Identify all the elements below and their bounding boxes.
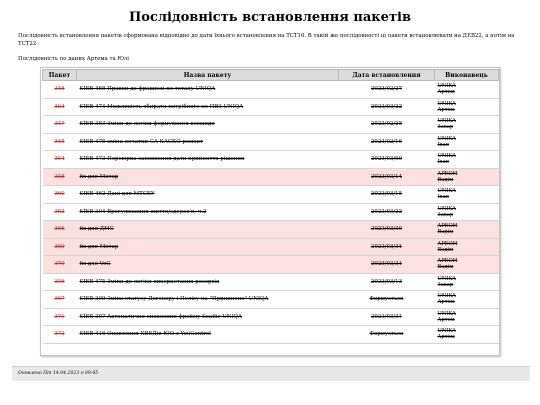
developer-person: Вадім [437,246,454,253]
developer-company: APEOH [437,258,458,265]
table-row [43,186,499,204]
developer [435,273,499,291]
developer-company: UNIKA [437,293,456,300]
package-name: SIEB-475 Зміни до логіки використання резервів [77,273,339,291]
table-row [43,98,499,116]
developer [435,256,499,274]
package-number[interactable]: 347 [43,116,77,134]
install-date: 2023/03/09 [339,151,435,169]
developer-company: UNIKA [437,118,456,125]
package-number[interactable]: 367 [43,291,77,309]
package-name: fix для VoC [77,256,339,274]
install-date: 2023/03/15 [339,186,435,204]
install-date: 2023/03/31 [339,308,435,326]
table-row [43,291,499,309]
developer-person: Вадім [437,229,454,236]
header-developer: Виконавець [435,70,499,81]
header-install-date: Дата встановлення [339,70,435,81]
table-row [43,151,499,169]
package-number[interactable]: 362 [43,203,77,221]
developer [435,326,499,344]
package-name: SIEB-462 Дані для МТСБУ [77,186,339,204]
package-number[interactable]: 370 [43,256,77,274]
package-number[interactable]: 354 [43,151,77,169]
install-date: 2023/02/16 [339,133,435,151]
developer-company: APEOH [437,223,458,230]
developer [435,203,499,221]
package-number[interactable]: 371 [43,308,77,326]
package-number[interactable]: 372 [43,326,77,344]
developer-person: Іван [437,141,450,148]
developer [435,116,499,134]
package-name: SIEB-363 Зміни до логіки формування команди [77,116,339,134]
package-number[interactable]: 364 [43,98,77,116]
package-name: SIEB-416 Оновлення КВЕДів ЮО з YouControl [77,326,339,344]
table-row [43,326,499,344]
developer [435,186,499,204]
developer-person: Вадім [437,264,454,271]
intro-paragraph: Послідовність встановлення пакетів сформована відповідно до дати їхнього встановлення на ТСТ16. В такій же послідовності ці пакети встановлювати на ДЕВ22, а потім на ТСТ22 [18,33,515,47]
package-number[interactable]: 348 [43,81,77,99]
packages-table [42,69,499,344]
updated-timestamp: Оновлено Пт 14.04.2023 о 09:45 [18,371,99,376]
table-row [43,203,499,221]
developer [435,308,499,326]
page-title: Послідовність встановлення пакетів [129,10,411,25]
developer [435,81,499,99]
developer-company: UNIKA [437,188,456,195]
package-number[interactable]: 356 [43,273,77,291]
developer-company: UNIKA [437,275,456,282]
package-number[interactable]: 360 [43,186,77,204]
package-name: SIEB-474 Можливість обирати потрібного по ПВЗ UNIQA [77,98,339,116]
developer [435,221,499,239]
developer-company: APEOH [437,170,458,177]
developer-company: APEOH [437,240,458,247]
install-date: 2023/03/22 [339,203,435,221]
developer-company: UNIKA [437,100,456,107]
footer-bar [12,366,530,381]
package-number[interactable]: 369 [43,238,77,256]
developer-company: UNIKA [437,310,456,317]
developer-person: Артем [437,299,455,306]
install-date: 2023/03/30 [339,221,435,239]
install-date: 2023/03/31 [339,256,435,274]
table-row [43,256,499,274]
developer [435,98,499,116]
developer-person: Іван [437,159,450,166]
source-note: Послідовність по даних Артема та Юлі [18,56,130,62]
developer-company: UNIKA [437,83,456,90]
package-name: fix для ДМС [77,221,339,239]
table-row [43,238,499,256]
package-name: fix для Мотор [77,238,339,256]
install-date: 2023/03/14 [339,168,435,186]
developer-person: Артем [437,316,455,323]
header-package: Пакет [43,70,77,81]
package-name: SIEB-304 Врегулювання життя/здоров'я, ч.2 [77,203,339,221]
install-date: 2023/03/31 [339,238,435,256]
table-row [43,221,499,239]
developer-company: UNIKA [437,328,456,335]
install-date: 2023/03/13 [339,273,435,291]
package-name: SIEB-468 Правки до фрашизи по тоталу UNIQA [77,81,339,99]
developer-person: Захар [437,124,454,131]
table-row [43,133,499,151]
package-name: SIEB-307 Автоматичне оновлення фрейму Seaflic UNIQA [77,308,339,326]
developer-person: Артем [437,89,455,96]
package-number[interactable]: 366 [43,221,77,239]
install-date: Формується [339,326,435,344]
developer-person: Захар [437,211,454,218]
table-row [43,116,499,134]
table-row [43,273,499,291]
developer [435,291,499,309]
table-row [43,308,499,326]
table-header-row [43,70,499,81]
package-name: fix для Мотор [77,168,339,186]
package-number[interactable]: 358 [43,168,77,186]
package-name: SIEB-476 зміна печатки СА КАСКО ремонт [77,133,339,151]
install-date: 2023/02/27 [339,81,435,99]
package-name: SIEB-473 Перевірка заповнення дати прийняття рішення [77,151,339,169]
package-number[interactable]: 345 [43,133,77,151]
developer-company: UNIKA [437,153,456,160]
developer [435,151,499,169]
developer-company: UNIKA [437,135,456,142]
developer [435,133,499,151]
developer-person: Артем [437,334,455,341]
developer-person: Артем [437,106,455,113]
header-package-name: Назва пакету [77,70,339,81]
developer-person: Вадім [437,176,454,183]
package-name: SIEB-309 Зміна статусу Договору і Полісу на "Припинено" UNIQA [77,291,339,309]
developer-person: Захар [437,281,454,288]
developer [435,238,499,256]
install-date: Формується [339,291,435,309]
install-date: 2023/02/28 [339,116,435,134]
developer-person: Іван [437,194,450,201]
developer-company: UNIKA [437,205,456,212]
table-row [43,81,499,99]
table-row [43,168,499,186]
install-date: 2023/03/22 [339,98,435,116]
developer [435,168,499,186]
